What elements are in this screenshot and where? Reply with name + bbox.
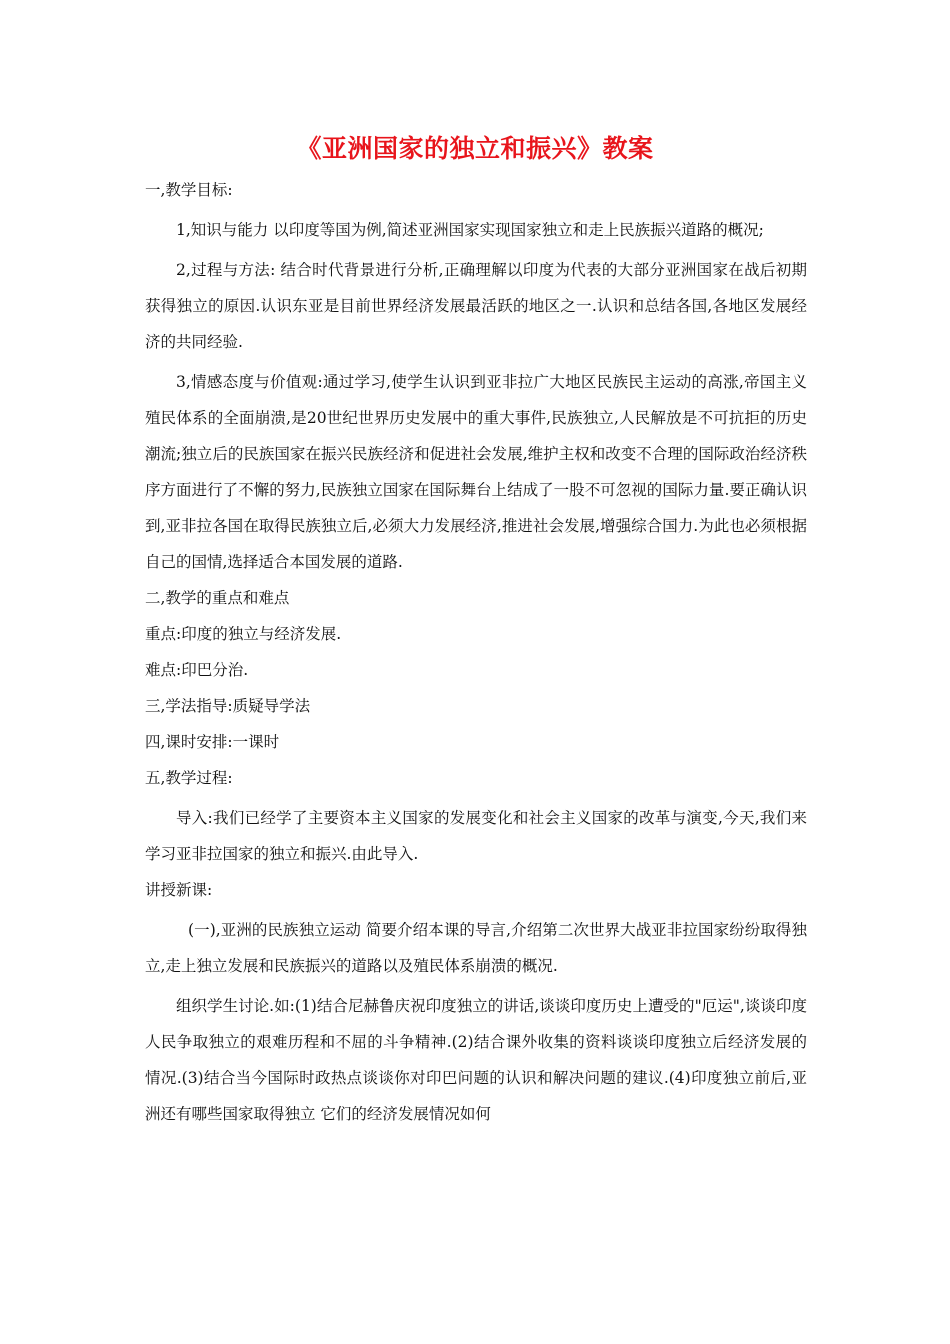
section-heading-study-method: 三,学法指导:质疑导学法 (145, 697, 311, 715)
paragraph-emotion-values: 3,情感态度与价值观:通过学习,使学生认识到亚非拉广大地区民族民主运动的高涨,帝国主义殖民体系的全面崩溃,是20世纪世界历史发展中的重大事件,民族独立,人民解放是不可抗拒的历史潮流;独立后的民族国家在振兴民族经济和促进社会发展,维护主权和改变不合理的国际政治经济秩序方面进行了不懈的努力,民族独立国家在国际舞台上结成了一股不可忽视的国际力量.要正确认识到,亚非拉各国在取得民族独立后,必须大力发展经济,推进社会发展,增强综合国力.为此也必须根据自己的国情,选择适合本国发展的道路. (145, 373, 807, 571)
paragraph-discussion: 组织学生讨论.如:(1)结合尼赫鲁庆祝印度独立的讲话,谈谈印度历史上遭受的"厄运",谈谈印度人民争取独立的艰难历程和不屈的斗争精神.(2)结合课外收集的资料谈谈印度独立后经济发展的情况.(3)结合当今国际时政热点谈谈你对印巴问题的认识和解决问题的建议.(4)印度独立前后,亚洲还有哪些国家取得独立 它们的经济发展情况如何 (145, 997, 807, 1123)
paragraph-process-method: 2,过程与方法: 结合时代背景进行分析,正确理解以印度为代表的大部分亚洲国家在战后初期获得独立的原因.认识东亚是目前世界经济发展最活跃的地区之一.认识和总结各国,各地区发展经济的共同经验. (145, 261, 807, 351)
paragraph-difficult-point: 难点:印巴分治. (145, 661, 249, 679)
document-body (145, 172, 807, 1132)
paragraph-introduction: 导入:我们已经学了主要资本主义国家的发展变化和社会主义国家的改革与演变,今天,我们来学习亚非拉国家的独立和振兴.由此导入. (145, 809, 807, 863)
paragraph-part-one: (一),亚洲的民族独立运动 简要介绍本课的导言,介绍第二次世界大战亚非拉国家纷纷取得独立,走上独立发展和民族振兴的道路以及殖民体系崩溃的概况. (145, 921, 807, 975)
paragraph-new-lesson: 讲授新课: (145, 881, 213, 899)
document-title: 《亚洲国家的独立和振兴》教案 (296, 134, 654, 163)
section-heading-schedule: 四,课时安排:一课时 (145, 733, 280, 751)
section-heading-key-difficult: 二,教学的重点和难点 (145, 589, 290, 607)
section-heading-objectives: 一,教学目标: (145, 181, 233, 199)
paragraph-key-point: 重点:印度的独立与经济发展. (145, 625, 342, 643)
section-heading-process: 五,教学过程: (145, 769, 233, 787)
paragraph-knowledge-ability: 1,知识与能力 以印度等国为例,简述亚洲国家实现国家独立和走上民族振兴道路的概况; (176, 221, 764, 239)
